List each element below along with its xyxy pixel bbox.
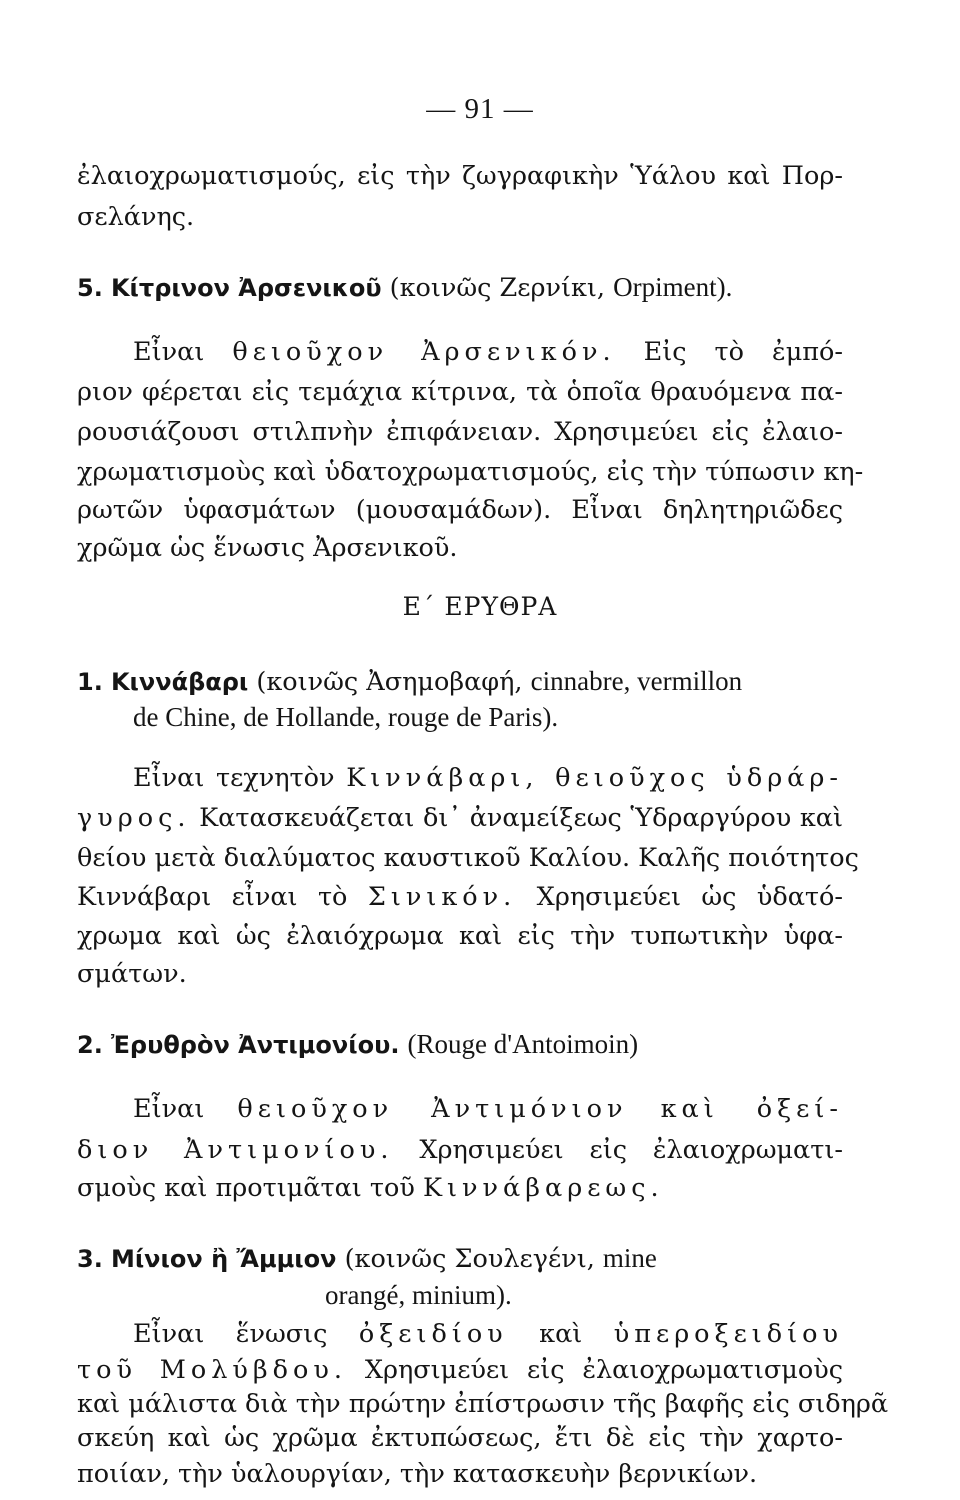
- spaced-term: Σινικόν.: [367, 882, 517, 912]
- spaced-term: ὀξειδίου: [358, 1319, 508, 1349]
- spaced-term: τοῦ Μολύβδου.: [77, 1355, 347, 1385]
- text-span: Εἶναι: [133, 1094, 205, 1124]
- entry-title: Ἐρυθρὸν Ἀντιμονίου.: [110, 1031, 400, 1059]
- text-span: Χρησιμεύει ὡς ὑδατό-: [536, 882, 844, 912]
- paragraph-line: σκεύη καὶ ὡς χρῶμα ἐκτυπώσεως, ἔτι δὲ εἰς τὴν χαρτο-: [77, 1423, 843, 1453]
- entry-title: Μίνιον ἢ Ἄμμιον: [110, 1245, 337, 1273]
- spaced-term: θειοῦχον Ἀντιμόνιον: [237, 1094, 628, 1124]
- spaced-term: διον Ἀντιμονίου.: [77, 1135, 394, 1165]
- paragraph-line: [133, 332, 843, 372]
- entry-title: Κίτρινον Ἀρσενικοῦ: [110, 274, 382, 302]
- paragraph-line: [77, 877, 843, 917]
- text-span: Χρησιμεύει εἰς ἐλαιοχρωματι-: [419, 1135, 844, 1165]
- paragraph-line: [133, 1089, 843, 1129]
- text-span: Εἶναι τεχνητὸν: [133, 763, 335, 793]
- paragraph-line: [325, 1275, 825, 1316]
- entry-number: 1.: [77, 668, 103, 696]
- paragraph-line: ἐλαιοχρωματισμούς, εἰς τὴν ζωγραφικὴν Ὑάλου καὶ Πορ-: [77, 161, 843, 191]
- paragraph-line: σμάτων.: [77, 959, 187, 989]
- paragraph-line: ποιίαν, τὴν ὑαλουργίαν, τὴν κατασκευὴν βερνικίων.: [77, 1459, 758, 1489]
- entry-heading-orpiment: [77, 267, 843, 308]
- page-number: — 91 —: [426, 93, 534, 125]
- text-span: Εἰς τὸ ἐμπό-: [643, 337, 843, 367]
- paragraph-line: [133, 1314, 843, 1354]
- latin-name: (Rouge d'Antoimoin): [407, 1029, 639, 1059]
- latin-name: de Chine, de Hollande, rouge de Paris).: [133, 702, 559, 732]
- text-span: καὶ: [539, 1319, 583, 1349]
- text-span: Κιννάβαρι εἶναι τὸ: [77, 882, 348, 912]
- entry-number: 5.: [77, 274, 103, 302]
- entry-number: 2.: [77, 1031, 103, 1059]
- spaced-term: θειοῦχον Ἀρσενικόν.: [232, 337, 616, 367]
- common-name: (κοινῶς Σουλεγένι,: [344, 1244, 595, 1274]
- paragraph-line: [77, 1168, 843, 1208]
- paragraph-line: καὶ μάλιστα διὰ τὴν πρώτην ἐπίστρωσιν τῆς βαφῆς εἰς σιδηρᾶ: [77, 1389, 889, 1419]
- paragraph-line: ριον φέρεται εἰς τεμάχια κίτρινα, τὰ ὁποῖα θραυόμενα πα-: [77, 377, 843, 407]
- paragraph-line: σελάνης.: [77, 202, 195, 232]
- paragraph-line: [133, 697, 843, 738]
- entry-title: Κιννάβαρι: [110, 668, 249, 696]
- entry-heading-cinnabar: [77, 661, 843, 702]
- spaced-term: γυρος.: [77, 803, 191, 833]
- paragraph-line: ρωτῶν ὑφασμάτων (μουσαμάδων). Εἶναι δηλητηριῶδες: [77, 495, 843, 525]
- paragraph-line: [77, 798, 843, 838]
- text-span: σμοὺς καὶ προτιμᾶται τοῦ: [77, 1173, 415, 1203]
- text-span: Κατασκευάζεται δι᾽ ἀναμείξεως Ὑδραργύρου καὶ: [199, 803, 844, 833]
- paragraph-line: [77, 1130, 843, 1170]
- paragraph-line: θείου μετὰ διαλύματος καυστικοῦ Καλίου. Καλῆς ποιότητος: [77, 843, 859, 873]
- latin-name: mine: [602, 1243, 657, 1273]
- spaced-term: Κιννάβαρεως.: [422, 1173, 664, 1203]
- text-span: καὶ ὀξεί-: [660, 1094, 843, 1124]
- text-span: Εἶναι ἕνωσις: [133, 1319, 328, 1349]
- latin-name: cinnabre, vermillon: [530, 666, 743, 696]
- paragraph-line: [133, 758, 843, 798]
- paragraph-line: [77, 1350, 843, 1390]
- latin-name: Orpiment).: [613, 272, 733, 302]
- spaced-term: Κιννάβαρι, θειοῦχος ὑδράρ-: [346, 763, 844, 793]
- paragraph-line: ρουσιάζουσι στιλπνὴν ἐπιφάνειαν. Χρησιμεύει εἰς ἐλαιο-: [77, 417, 843, 447]
- text-span: Χρησιμεύει εἰς ἐλαιοχρωματισμοὺς: [364, 1355, 843, 1385]
- spaced-term: ὑπεροξειδίου: [613, 1319, 843, 1349]
- paragraph-line: χρωματισμοὺς καὶ ὑδατοχρωματισμούς, εἰς τὴν τύπωσιν κη-: [77, 457, 864, 487]
- latin-name: orangé, minium).: [325, 1280, 512, 1310]
- entry-heading-antimony-red: [77, 1024, 843, 1065]
- entry-number: 3.: [77, 1245, 103, 1273]
- common-name: (κοινῶς Ἀσημοβαφή,: [256, 667, 523, 697]
- section-heading: Ε΄ ΕΡΥΘΡΑ: [402, 592, 558, 621]
- text-span: Εἶναι: [133, 337, 205, 367]
- paragraph-line: χρῶμα ὡς ἕνωσις Ἀρσενικοῦ.: [77, 533, 458, 563]
- common-name: (κοινῶς Ζερνίκι,: [389, 273, 606, 303]
- paragraph-line: χρωμα καὶ ὡς ἐλαιόχρωμα καὶ εἰς τὴν τυπωτικὴν ὑφα-: [77, 921, 843, 951]
- entry-heading-minium: [77, 1238, 843, 1279]
